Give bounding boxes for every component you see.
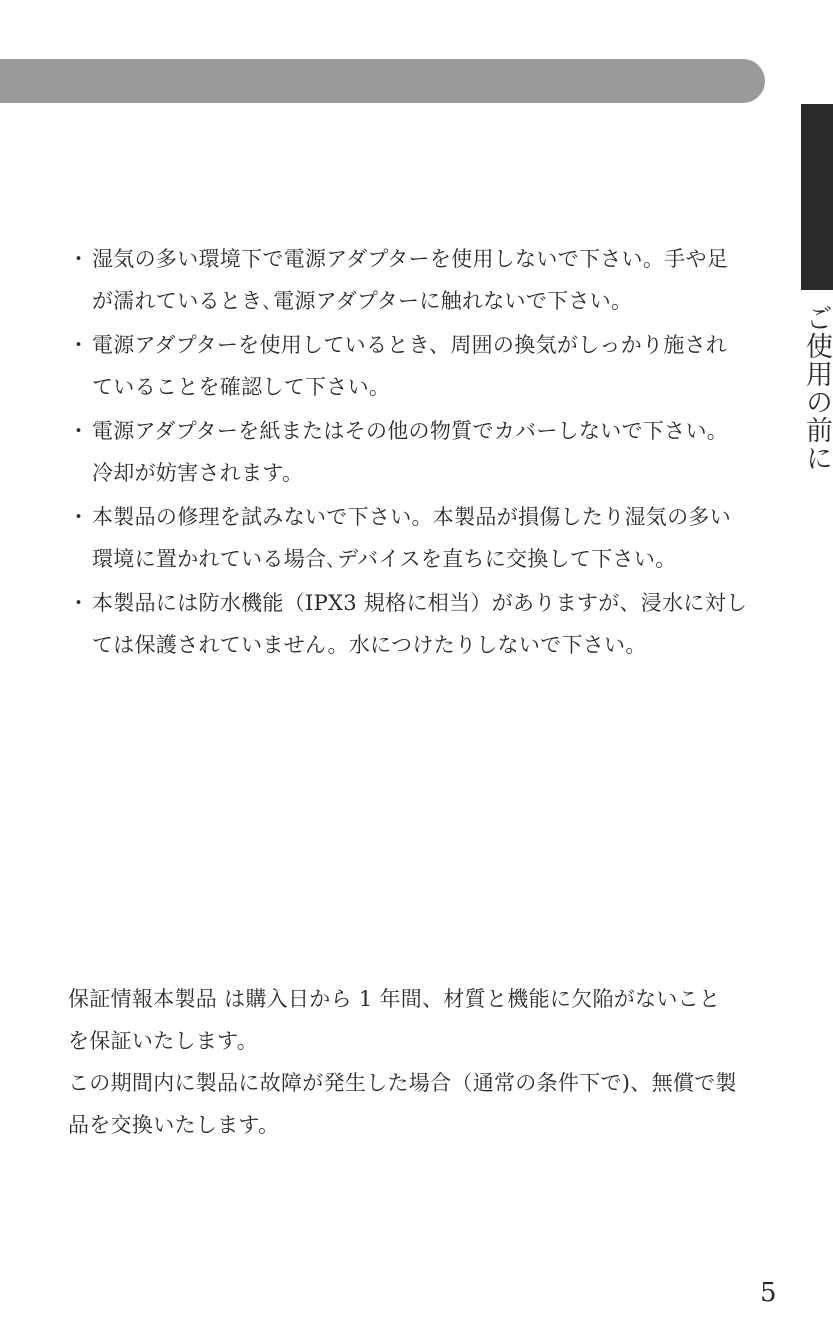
caution-item: ・ 電源アダプターを紙またはその他の物質でカバーしないで下さい。冷却が妨害されます。 [68, 410, 748, 494]
page-number: 5 [760, 1278, 777, 1308]
chapter-tab-label: ご使用の前に [801, 304, 832, 472]
warranty-section [68, 978, 738, 1146]
caution-item: ・ 湿気の多い環境下で電源アダプターを使用しないで下さい。手や足が濡れているとき､電源アダプターに触れないで下さい。 [68, 238, 748, 322]
caution-list [68, 238, 748, 668]
chapter-tab-marker [801, 104, 833, 290]
caution-item: ・ 本製品には防水機能（IPX3 規格に相当）がありますが、浸水に対しては保護されていません。水につけたりしないで下さい。 [68, 582, 748, 666]
section-header-bar [0, 59, 765, 103]
caution-item: ・ 本製品の修理を試みないで下さい。本製品が損傷したり湿気の多い環境に置かれている場合､デバイスを直ちに交換して下さい。 [68, 496, 748, 580]
warranty-paragraph: 保証情報本製品 は購入日から 1 年間、材質と機能に欠陥がないことを保証いたします。 [68, 987, 721, 1053]
warranty-paragraph: この期間内に製品に故障が発生した場合（通常の条件下で)、無償で製品を交換いたします。 [68, 1071, 737, 1137]
caution-item: ・ 電源アダプターを使用しているとき、周囲の換気がしっかり施されていることを確認して下さい。 [68, 324, 748, 408]
